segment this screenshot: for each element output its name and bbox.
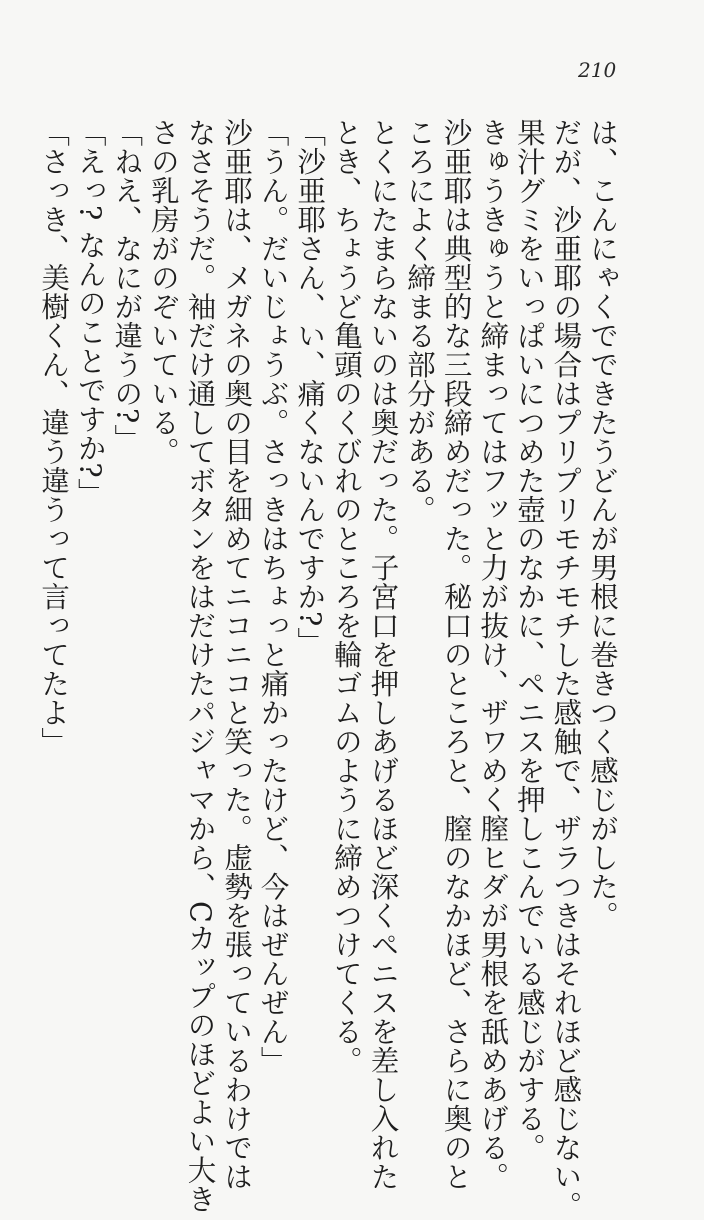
text-line: さの乳房がのぞいている。 <box>146 118 180 466</box>
text-line: 沙亜耶は典型的な三段締めだった。秘口のところと、膣のなかほど、さらに奥のと <box>439 118 473 1191</box>
text-line: 「さっき、美樹くん、違う違うって言ってたよ」 <box>37 118 71 756</box>
text-line: とき、ちょうど亀頭のくびれのところを輪ゴムのように締めつけてくる。 <box>329 118 363 1075</box>
text-line: 果汁グミをいっぱいにつめた壺のなかに、ペニスを押しこんでいる感じがする。 <box>512 118 546 1162</box>
text-line: だが、沙亜耶の場合はプリプリモチモチした感触で、ザラつきはそれほど感じない。 <box>549 118 583 1220</box>
text-line: 「うん。だいじょうぶ。さっきはちょっと痛かったけど、今はぜんぜん」 <box>256 118 290 1075</box>
text-line: 「沙亜耶さん、い、痛くないんですか?」 <box>293 118 327 656</box>
text-line: なさそうだ。袖だけ通してボタンをはだけたパジャマから、Cカップのほどよい大き <box>183 118 217 1214</box>
page-number: 210 <box>578 58 617 82</box>
text-line: とくにたまらないのは奥だった。子宮口を押しあげるほど深くペニスを差し入れた <box>366 118 400 1191</box>
text-line: 沙亜耶は、メガネの奥の目を細めてニコニコと笑った。虚勢を張っているわけでは <box>220 118 254 1191</box>
body-text <box>37 118 620 1220</box>
text-line: 「えっ? なんのことですか?」 <box>73 118 107 508</box>
text-line: ころによく締まる部分がある。 <box>403 118 437 524</box>
text-line: 「ねえ、なにが違うの?」 <box>110 118 144 453</box>
text-line: きゅうきゅうと締まってはフッと力が抜け、ザワめく膣ヒダが男根を舐めあげる。 <box>476 118 510 1191</box>
text-line: は、こんにゃくでできたうどんが男根に巻きつく感じがした。 <box>586 118 619 930</box>
